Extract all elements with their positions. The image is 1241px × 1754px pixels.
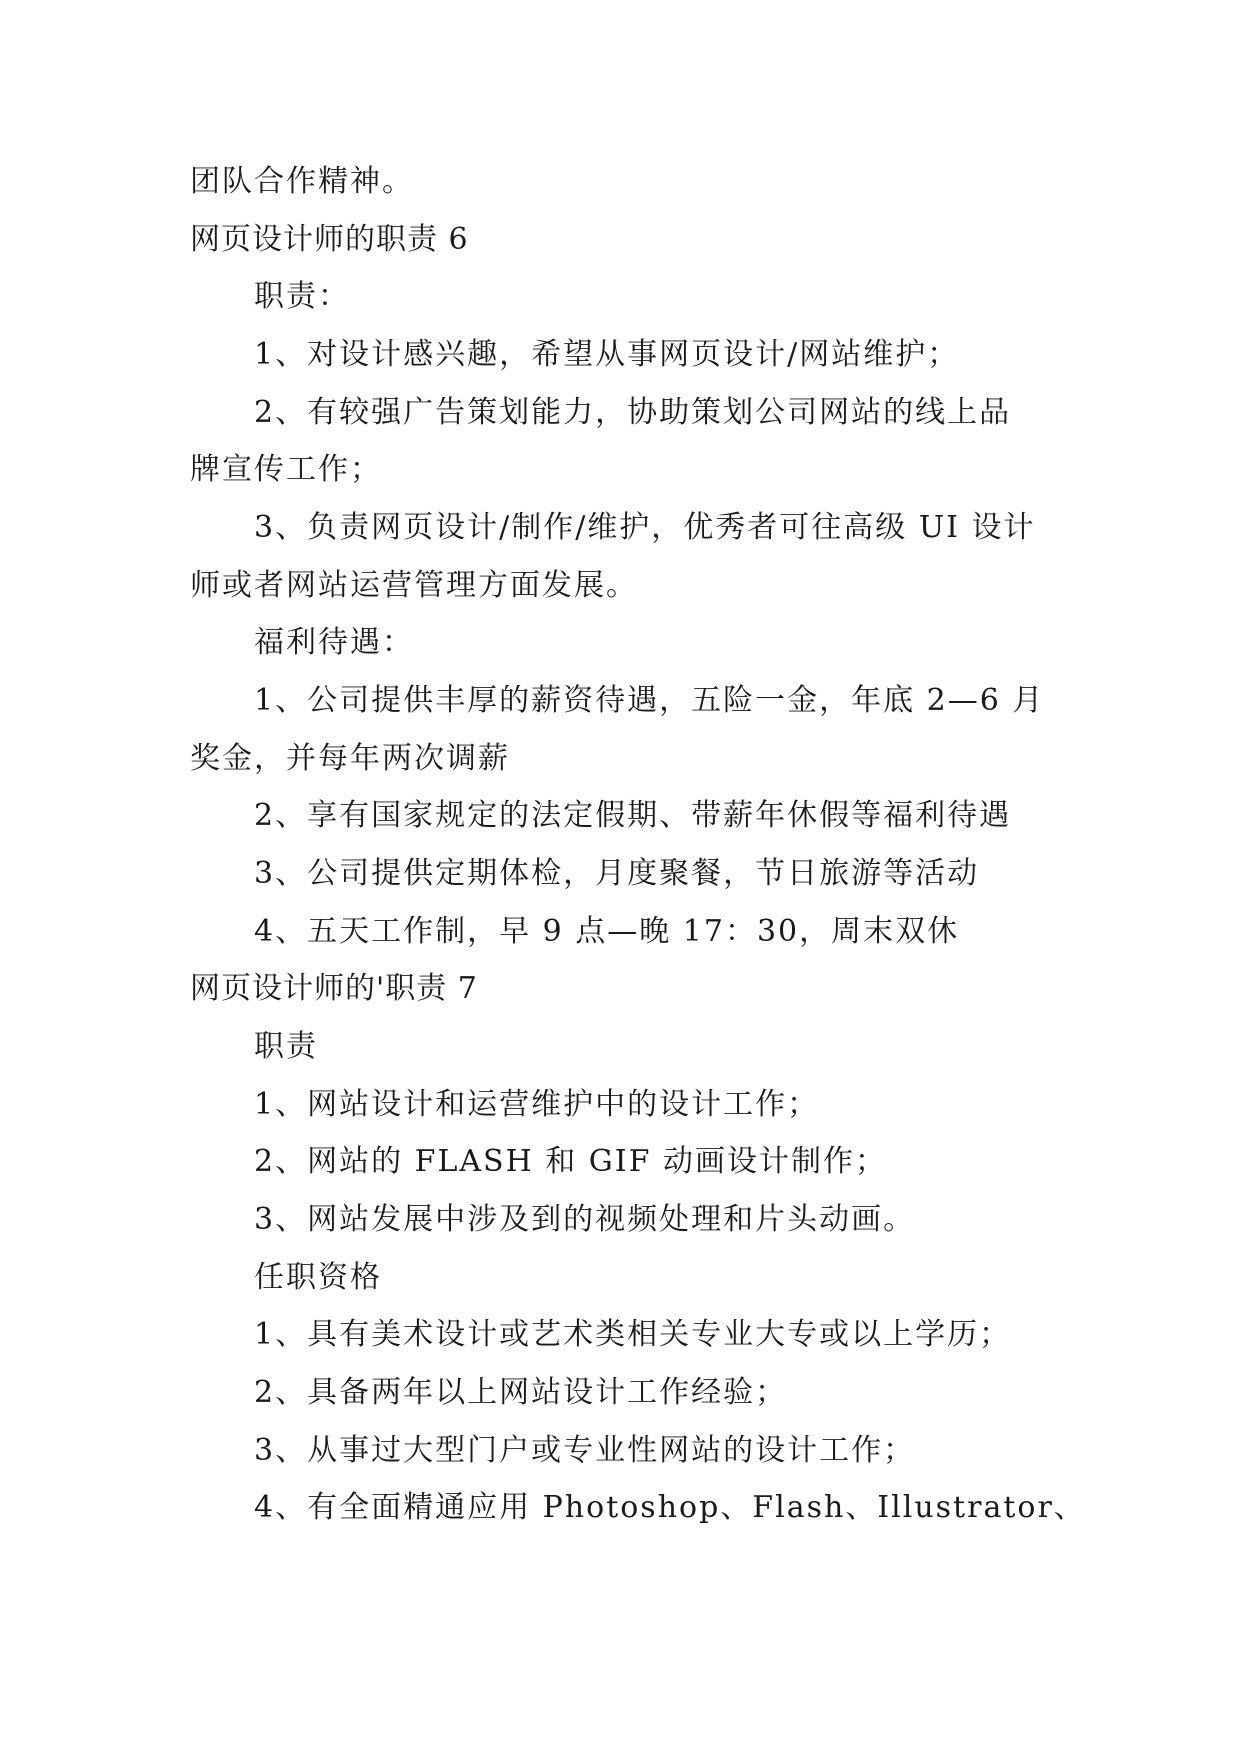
list-item: 2、享有国家规定的法定假期、带薪年休假等福利待遇 <box>254 798 1012 833</box>
subsection-label: 任职资格 <box>254 1260 382 1295</box>
list-item-continuation: 奖金，并每年两次调薪 <box>190 741 510 776</box>
section-heading: 网页设计师的'职责 7 <box>190 971 478 1006</box>
list-item: 3、从事过大型门户或专业性网站的设计工作； <box>254 1433 916 1468</box>
list-item-continuation: 师或者网站运营管理方面发展。 <box>190 568 638 603</box>
list-item: 1、具有美术设计或艺术类相关专业大专或以上学历； <box>254 1317 1012 1352</box>
list-item: 1、对设计感兴趣，希望从事网页设计/网站维护； <box>254 337 960 372</box>
list-item: 4、五天工作制，早 9 点—晚 17：30，周末双休 <box>254 914 960 949</box>
list-item: 2、有较强广告策划能力，协助策划公司网站的线上品 <box>254 395 1012 430</box>
section-heading: 网页设计师的职责 6 <box>190 222 469 257</box>
list-item: 4、有全面精通应用 Photoshop、Flash、Illustrator、 <box>254 1490 1086 1525</box>
list-item: 2、具备两年以上网站设计工作经验； <box>254 1375 788 1410</box>
list-item: 3、负责网页设计/制作/维护，优秀者可往高级 UI 设计 <box>254 510 1036 545</box>
subsection-label: 职责 <box>254 1029 318 1064</box>
list-item: 3、公司提供定期体检，月度聚餐，节日旅游等活动 <box>254 856 980 891</box>
list-item: 1、网站设计和运营维护中的设计工作； <box>254 1087 820 1122</box>
list-item: 3、网站发展中涉及到的视频处理和片头动画。 <box>254 1202 916 1237</box>
subsection-label: 福利待遇： <box>254 625 414 660</box>
subsection-label: 职责： <box>254 279 350 314</box>
list-item: 2、网站的 FLASH 和 GIF 动画设计制作； <box>254 1144 887 1179</box>
list-item-continuation: 牌宣传工作； <box>190 452 382 487</box>
paragraph-line: 团队合作精神。 <box>190 164 414 199</box>
list-item: 1、公司提供丰厚的薪资待遇，五险一金，年底 2—6 月 <box>254 683 1045 718</box>
